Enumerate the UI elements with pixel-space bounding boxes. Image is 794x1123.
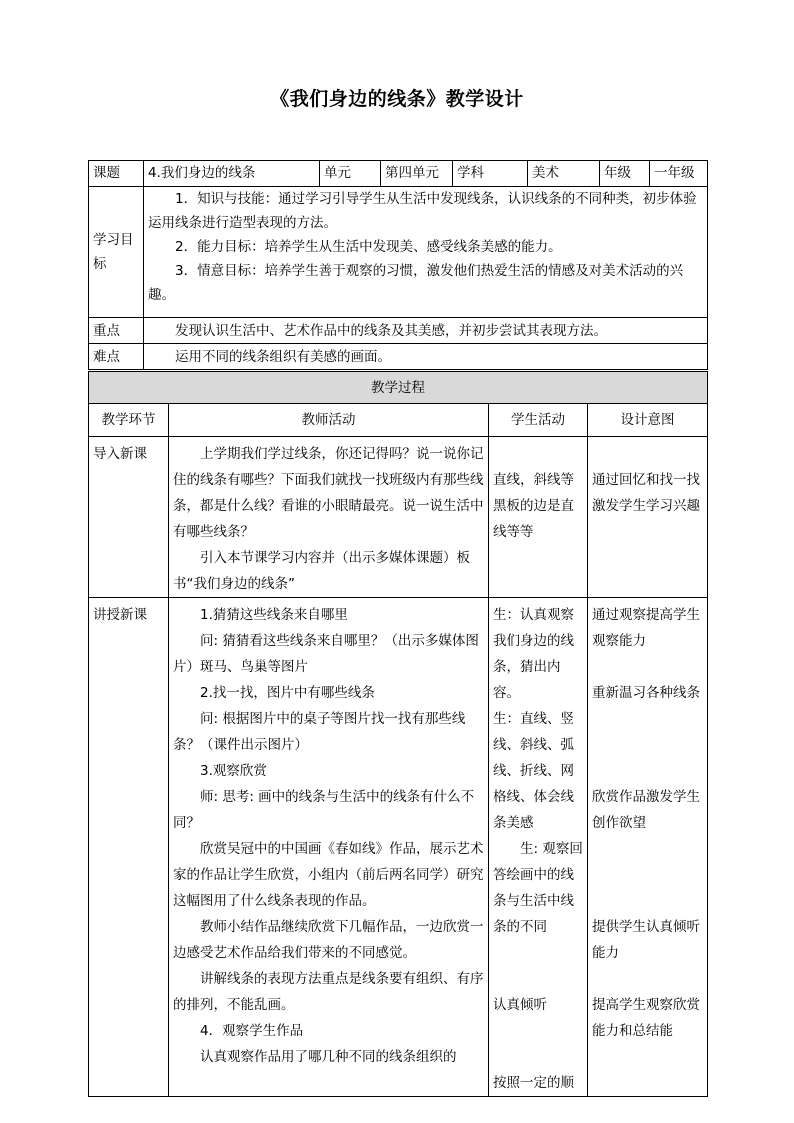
teach-teacher-para: 问: 猜猜看这些线条来自哪里？（出示多媒体图片）斑马、鸟巢等图片 <box>173 633 479 675</box>
teach-student-item: 生：认真观察我们身边的线条，猜出内容。 <box>493 607 574 701</box>
focus-value: 发现认识生活中、艺术作品中的线条及其美感，并初步尝试其表现方法。 <box>144 318 708 344</box>
teach-teacher-para: 2.找一找，图片中有哪些线条 <box>200 685 375 701</box>
intro-intent: 通过回忆和找一找激发学生学习兴趣 <box>588 437 708 598</box>
teach-stage: 讲授新课 <box>89 598 169 1097</box>
goal-item: 1．知识与技能：通过学习引导学生从生活中发现线条，认识线条的不同种类，初步体验运用线条进行造型表现的方法。 <box>148 191 697 231</box>
teach-intent-item: 提供学生认真倾听能力 <box>592 919 700 961</box>
teach-teacher-para: 1.猜猜这些线条来自哪里 <box>200 607 348 623</box>
intro-stage: 导入新课 <box>89 437 169 598</box>
teach-student <box>489 598 588 1097</box>
teaching-process-table <box>88 371 708 1097</box>
header-teacher: 教师活动 <box>169 404 489 437</box>
header-stage: 教学环节 <box>89 404 169 437</box>
header-intent: 设计意图 <box>588 404 708 437</box>
teach-teacher-para: 教师小结作品继续欣赏下几幅作品，一边欣赏一边感受艺术作品给我们带来的不同感觉。 <box>173 919 484 961</box>
lesson-info-table <box>88 160 708 370</box>
teach-intent-item: 欣赏作品激发学生创作欲望 <box>592 789 700 831</box>
teach-teacher-para: 师: 思考: 画中的线条与生活中的线条有什么不同？ <box>173 789 475 831</box>
teach-teacher-para: 讲解线条的表现方法重点是线条要有组织、有序的排列，不能乱画。 <box>173 971 484 1013</box>
teach-teacher-para: 欣赏吴冠中的中国画《春如线》作品，展示艺术家的作品让学生欣赏，小组内（前后两名同学）研究这幅图用了什么线条表现的作品。 <box>173 841 484 909</box>
goal-item: 3．情意目标：培养学生善于观察的习惯，激发他们热爱生活的情感及对美术活动的兴趣。 <box>148 263 684 303</box>
difficulty-label: 难点 <box>89 344 144 370</box>
header-student: 学生活动 <box>489 404 588 437</box>
subject-value: 美术 <box>528 161 600 187</box>
teach-student-item: 认真倾听 <box>493 997 547 1013</box>
intro-teacher-para: 引入本节课学习内容并（出示多媒体课题）板书“我们身边的线条” <box>173 550 470 592</box>
teach-intent-item: 重新温习各种线条 <box>592 685 700 701</box>
teach-teacher <box>169 598 489 1097</box>
teach-intent <box>588 598 708 1097</box>
intro-teacher-para: 上学期我们学过线条，你还记得吗？说一说你记住的线条有哪些？下面我们就找一找班级内有那些线条，都是什么线？看谁的小眼睛最亮。说一说生活中有哪些线条？ <box>173 446 484 540</box>
grade-label: 年级 <box>600 161 650 187</box>
teach-intent-item: 提高学生观察欣赏能力和总结能 <box>592 997 700 1039</box>
goal-item: 2．能力目标：培养学生从生活中发现美、感受线条美感的能力。 <box>175 239 562 255</box>
goals-cell <box>144 187 708 318</box>
goals-label: 学习目标 <box>89 187 144 318</box>
page-title: 《我们身边的线条》教学设计 <box>270 88 524 110</box>
unit-label: 单元 <box>320 161 381 187</box>
topic-label: 课题 <box>89 161 144 187</box>
teach-student-item: 按照一定的顺 <box>493 1075 574 1091</box>
focus-label: 重点 <box>89 318 144 344</box>
topic-value: 4.我们身边的线条 <box>144 161 320 187</box>
teach-student-item: 生：直线、竖线、斜线、弧线、折线、网格线、体会线条美感 <box>493 711 574 831</box>
teach-teacher-para: 3.观察欣赏 <box>200 763 267 779</box>
teach-student-item: 生: 观察回答绘画中的线条与生活中线条的不同 <box>493 841 583 935</box>
unit-value: 第四单元 <box>381 161 453 187</box>
difficulty-value: 运用不同的线条组织有美感的画面。 <box>144 344 708 370</box>
subject-label: 学科 <box>453 161 528 187</box>
teach-teacher-para: 问: 根据图片中的桌子等图片找一找有那些线条？（课件出示图片） <box>173 711 466 753</box>
intro-student: 直线，斜线等黑板的边是直线等等 <box>489 437 588 598</box>
intro-teacher <box>169 437 489 598</box>
grade-value: 一年级 <box>650 161 708 187</box>
teach-teacher-para: 4．观察学生作品 <box>200 1023 304 1039</box>
teach-teacher-para: 认真观察作品用了哪几种不同的线条组织的 <box>200 1049 457 1065</box>
teach-intent-item: 通过观察提高学生观察能力 <box>592 607 700 649</box>
section-title: 教学过程 <box>89 372 708 404</box>
